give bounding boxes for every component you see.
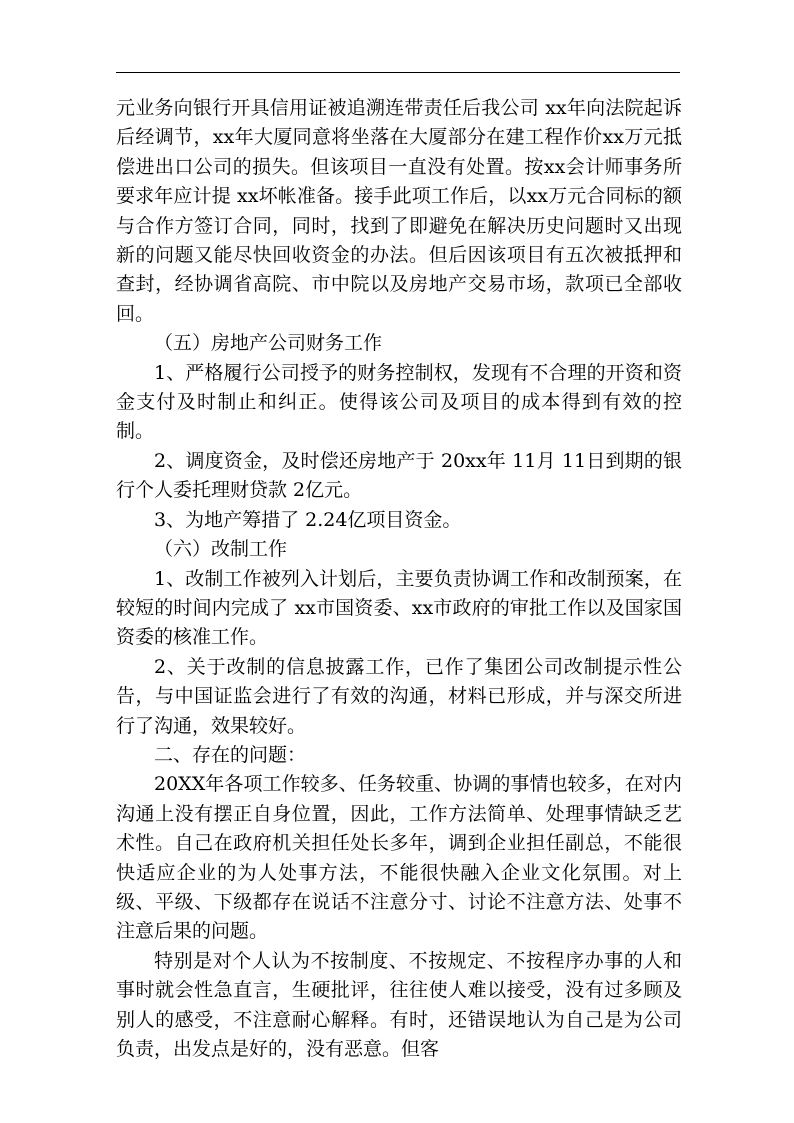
section-heading-restructuring: （六）改制工作 [154, 538, 288, 561]
paragraph-item-3: 3、为地产筹措了 2.24亿项目资金。 [154, 508, 462, 531]
paragraph-problems-1: 20XX年各项工作较多、任务较重、协调的事情也较多，在对内沟通上没有摆正自身位置，因此，工作方法简单、处理事情缺乏艺术性。自己在政府机关担任处长多年，调到企业担任副总，不能很快适应企业的为人处事方法，不能很快融入企业文化氛围。对上级、平级、下级都存在说话不注意分寸、讨论不注意方法、处事不注意后果的问题。 [116, 773, 682, 943]
paragraph-item-1: 1、严格履行公司授予的财务控制权，发现有不合理的开资和资金支付及时制止和纠正。使得该公司及项目的成本得到有效的控制。 [116, 361, 682, 443]
header-rule [116, 72, 680, 73]
document-body [116, 94, 682, 1064]
paragraph-restructuring-1: 1、改制工作被列入计划后，主要负责协调工作和改制预案，在较短的时间内完成了 xx市国资委、xx市政府的审批工作以及国家国资委的核准工作。 [116, 567, 682, 649]
paragraph-restructuring-2: 2、关于改制的信息披露工作，已作了集团公司改制提示性公告，与中国证监会进行了有效的沟通，材料已形成，并与深交所进行了沟通，效果较好。 [116, 655, 682, 737]
paragraph-continuation: 元业务向银行开具信用证被追溯连带责任后我公司 xx年向法院起诉后经调节，xx年大厦同意将坐落在大厦部分在建工程作价xx万元抵偿进出口公司的损失。但该项目一直没有处置。按xx会计师事务所要求年应计提 xx坏帐准备。接手此项工作后，以xx万元合同标的额与合作方签订合同，同时，找到了即避免在解决历史问题时又出现新的问题又能尽快回收资金的办法。但后因该项目有五次被抵押和查封，经协调省高院、市中院以及房地产交易市场，款项已全部收回。 [116, 97, 682, 325]
section-heading-problems: 二、存在的问题： [154, 743, 307, 766]
paragraph-item-2: 2、调度资金，及时偿还房地产于 20xx年 11月 11日到期的银行个人委托理财贷款 2亿元。 [116, 449, 682, 502]
paragraph-problems-2: 特别是对个人认为不按制度、不按规定、不按程序办事的人和事时就会性急直言，生硬批评，往往使人难以接受，没有过多顾及别人的感受，不注意耐心解释。有时，还错误地认为自己是为公司负责，出发点是好的，没有恶意。但客 [116, 949, 682, 1060]
section-heading-real-estate-finance: （五）房地产公司财务工作 [154, 332, 383, 355]
